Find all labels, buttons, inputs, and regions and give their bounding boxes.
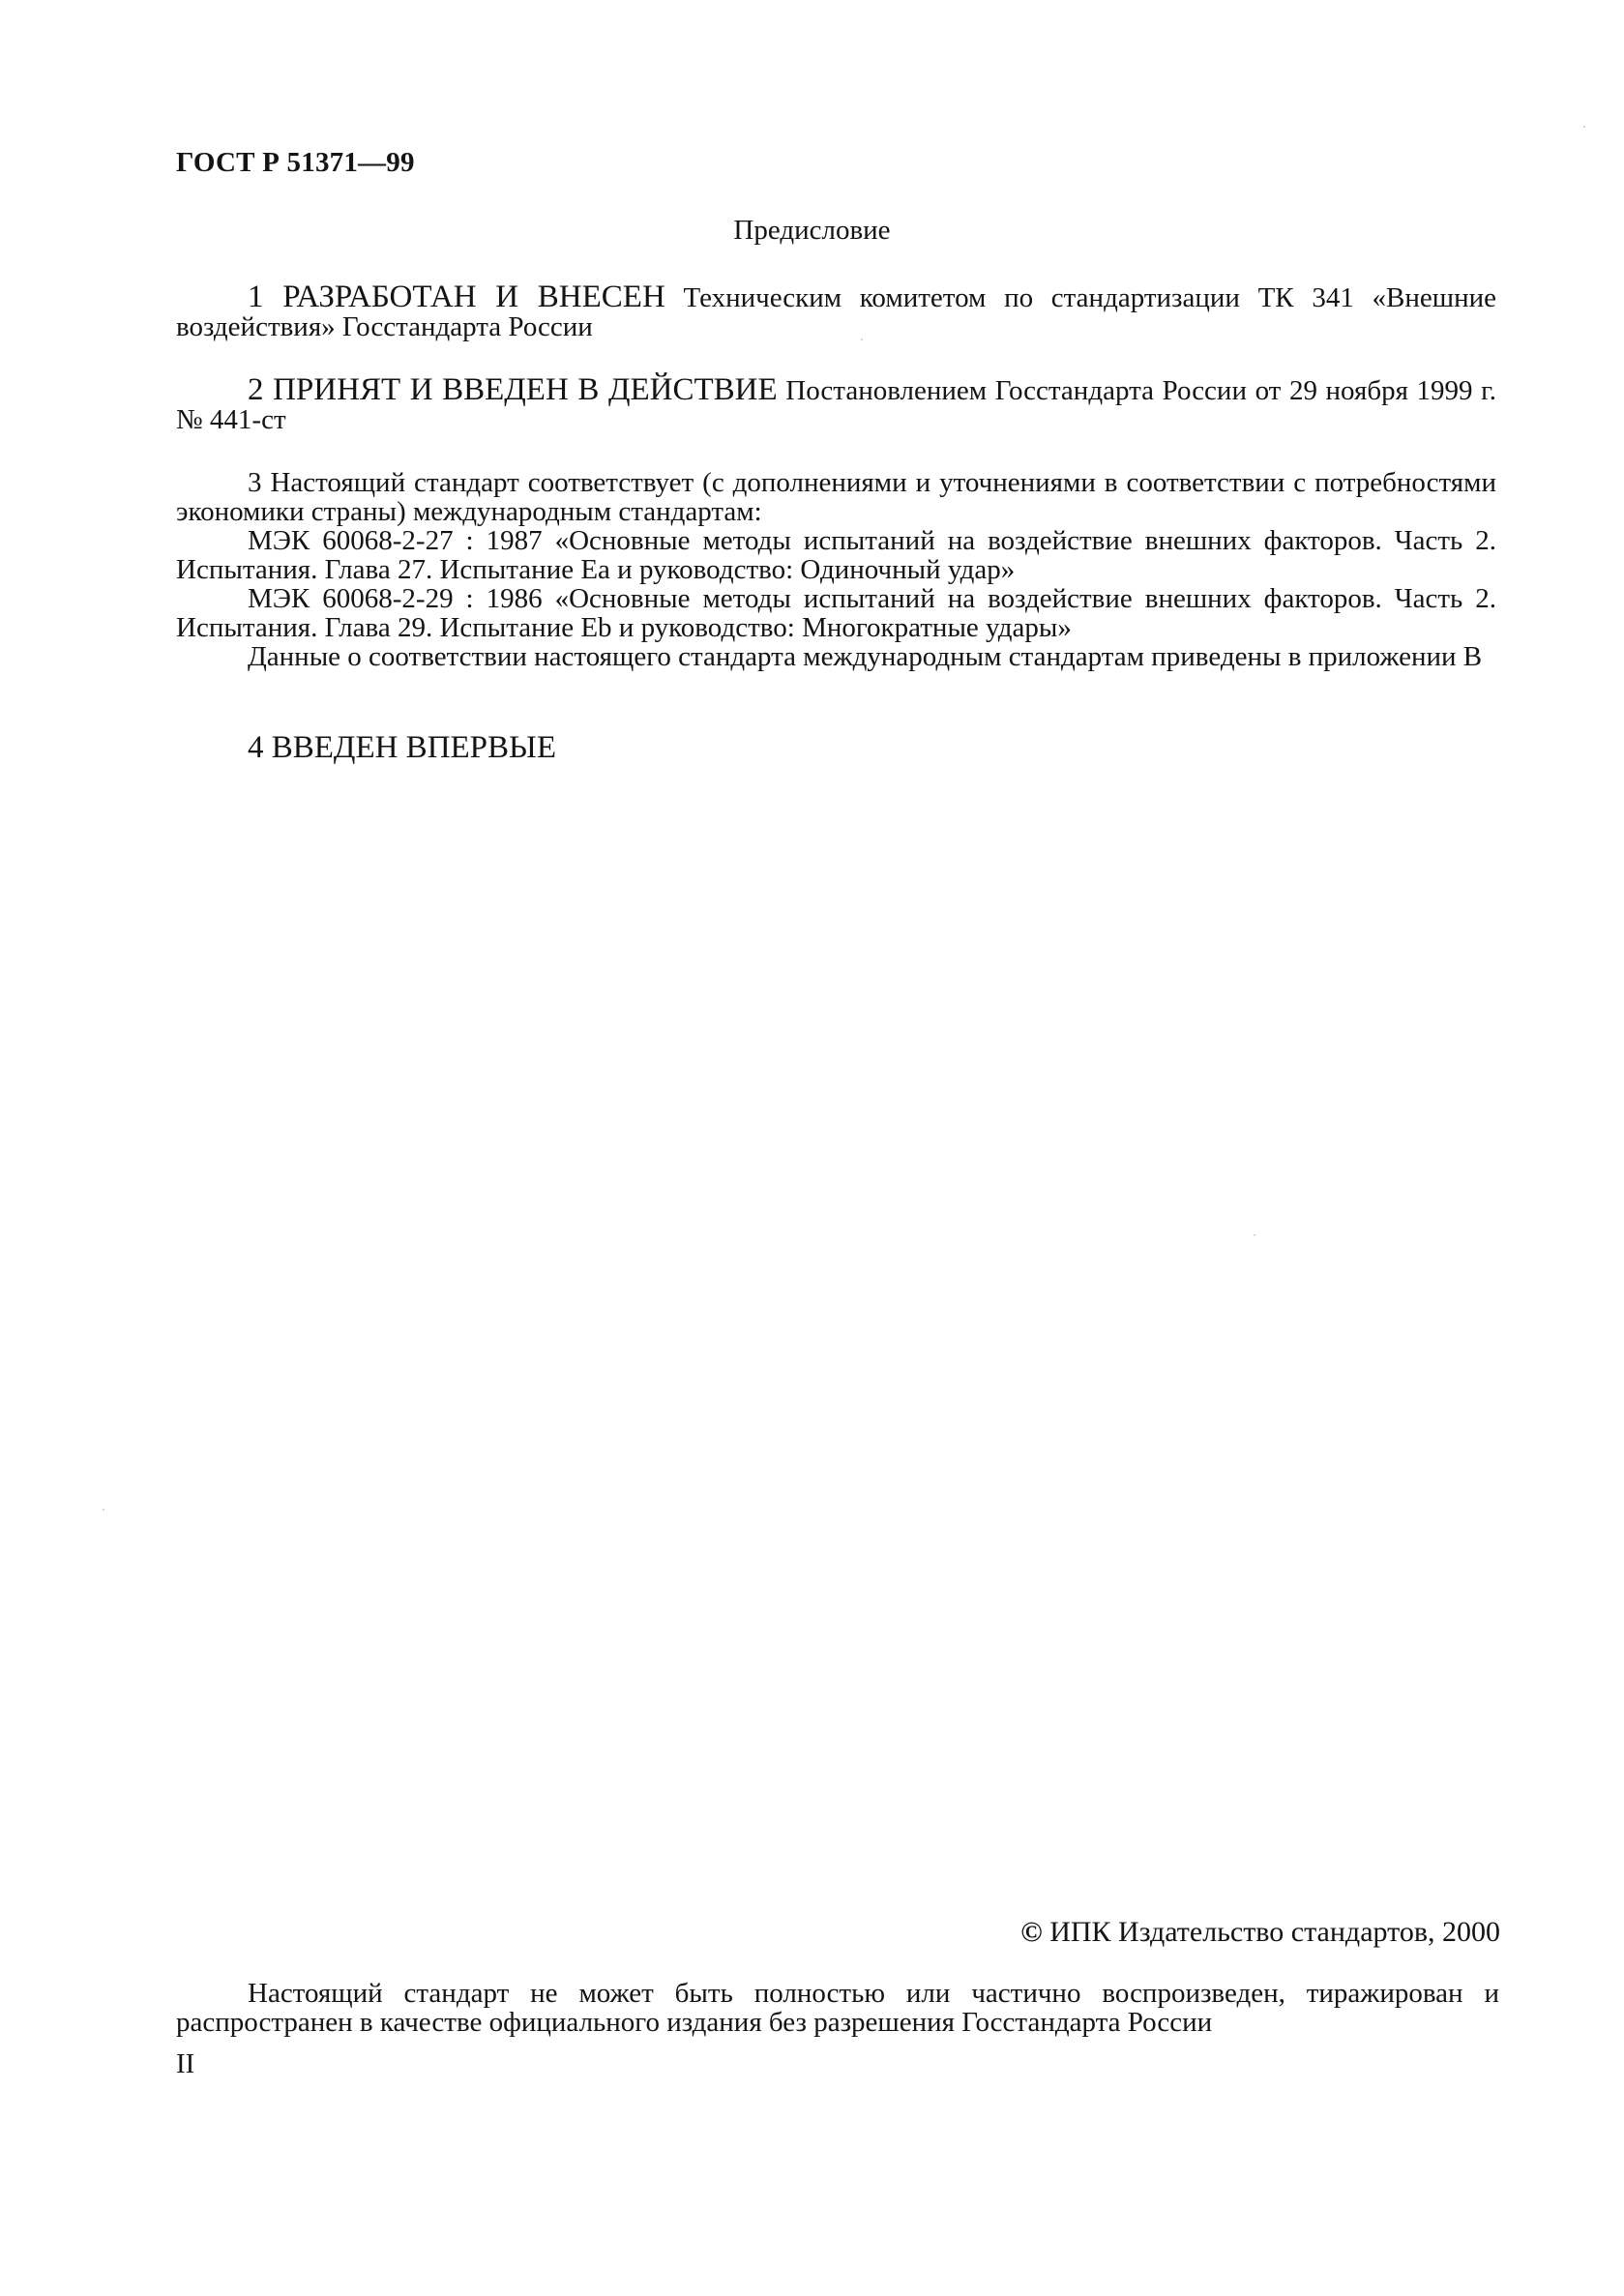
scan-speck	[1583, 126, 1585, 128]
foreword-item-2-text: Постановлением Госстандарта России от 29 ноября 1999 г. № 441-ст	[176, 375, 1496, 435]
reproduction-notice-text: Настоящий стандарт не может быть полностью или частично воспроизведен, тиражирован и распространен в качестве официального издания без разрешения Госстандарта России	[176, 1978, 1499, 2038]
reproduction-notice	[176, 1979, 1499, 2037]
foreword-item-1-lead: 1 РАЗРАБОТАН И ВНЕСЕН	[248, 280, 665, 314]
foreword-item-2-paragraph	[176, 372, 1496, 435]
scan-speck	[103, 1509, 104, 1511]
document-id-header: ГОСТ Р 51371—99	[176, 147, 415, 178]
standard-reference-1: МЭК 60068-2-27 : 1987 «Основные методы испытаний на воздействие внешних факторов. Часть 2. Испытания. Глава 27. Испытание Ea и руководство: Одиночный удар»	[176, 525, 1496, 585]
page-number: II	[176, 2048, 195, 2079]
foreword-item-4-paragraph	[176, 730, 1496, 765]
foreword-item-1-text: Техническим комитетом по стандартизации ТК 341 «Внешние воздействия» Госстандарта России	[176, 282, 1496, 342]
standard-reference-2: МЭК 60068-2-29 : 1986 «Основные методы испытаний на воздействие внешних факторов. Часть 2. Испытания. Глава 29. Испытание Eb и руководство: Многократные удары»	[176, 583, 1496, 643]
foreword-item-2-lead: 2 ПРИНЯТ И ВВЕДЕН В ДЕЙСТВИЕ	[248, 372, 778, 407]
foreword-item-2	[176, 372, 1496, 435]
copyright-symbol: ©	[1020, 1916, 1043, 1948]
scan-speck	[861, 339, 863, 340]
copyright-line	[1020, 1916, 1500, 1949]
scan-speck	[1254, 1234, 1255, 1236]
foreword-item-3-note: Данные о соответствии настоящего стандарта международным стандартам приведены в приложении В	[248, 641, 1483, 672]
copyright-text: ИПК Издательство стандартов, 2000	[1049, 1916, 1500, 1948]
foreword-item-3-intro: 3 Настоящий стандарт соответствует (с дополнениями и уточнениями в соответствии с потребностями экономики страны) международным стандартам:	[176, 467, 1496, 527]
foreword-item-4-lead: 4 ВВЕДЕН ВПЕРВЫЕ	[248, 730, 556, 765]
foreword-item-4	[176, 730, 1496, 765]
foreword-item-1	[176, 282, 1496, 341]
foreword-item-1-paragraph	[176, 282, 1496, 341]
section-title: Предисловие	[733, 215, 891, 246]
foreword-item-3	[176, 468, 1496, 671]
